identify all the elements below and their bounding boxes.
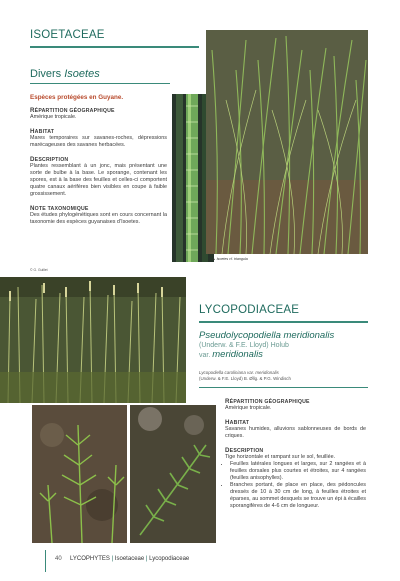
section-text: Tige horizontale et rampant sur le sol, feuillée.	[225, 454, 336, 460]
section-text: Plantes ressemblant à un jonc, mais présentant une sorte de bulbe à la base. Le sporange, contenant les spores, est à la base des feuilles et celles-ci comportent quatre canaux aérifères bien visibles en coupe à faible grossissement.	[30, 163, 167, 197]
page-number: 40	[55, 556, 62, 562]
genus-prefix: Divers	[30, 68, 62, 80]
species-name: Pseudolycopodiella meridionalis	[199, 330, 335, 341]
genus-title	[30, 68, 100, 80]
lycopodiella-closeup-photo-right	[130, 405, 216, 543]
caption-triangle-icon: ▲	[212, 257, 216, 261]
synonym-rule	[199, 387, 368, 388]
section-description	[30, 156, 167, 198]
section-heading: RÉPARTITION GÉOGRAPHIQUE	[30, 107, 115, 114]
family-title-rule	[30, 46, 199, 48]
family-title-isoetaceae: ISOETACEAE	[30, 29, 105, 41]
page-footer	[55, 556, 189, 562]
footer-family-1: Isoetaceae	[114, 556, 145, 562]
section-heading: NOTE TAXONOMIQUE	[30, 205, 89, 212]
section-description	[225, 447, 366, 510]
family-title-rule-2	[199, 321, 368, 323]
section-heading: DESCRIPTION	[30, 156, 69, 163]
section-heading: HABITAT	[30, 128, 55, 135]
bullet-item: • Branches portant, de place en place, des pédoncules dressés de 10 à 30 cm de long, à feuilles étroites et éparses, au sommet desquels se trouve un épi à écailles sporangifères de 4-6 cm de longueur.	[230, 482, 366, 510]
genus-rule	[30, 83, 170, 84]
var-label: var.	[199, 351, 211, 359]
isoetes-photo-caption: ▲ Isoetes cf. triangula	[212, 257, 248, 261]
section-text: Savanes humides, alluvions sablonneuses de bords de criques.	[225, 426, 366, 439]
section-heading: RÉPARTITION GÉOGRAPHIQUE	[225, 398, 310, 405]
authors-text: (Underw. & F.E. Lloyd) Holub	[199, 342, 289, 349]
lycopodiella-closeup-photo-left	[32, 405, 127, 543]
photo-credit: © G. Guillet	[30, 268, 48, 272]
species-authors	[199, 342, 371, 360]
var-name: meridionalis	[212, 348, 263, 360]
footer-separator: |	[145, 556, 148, 562]
description-bullets	[225, 461, 366, 510]
footer-divider	[45, 550, 46, 572]
section-text: Amérique tropicale.	[225, 405, 272, 411]
footer-family-2: Lycopodiaceae	[149, 556, 190, 562]
genus-name: Isoetes	[64, 68, 100, 80]
family-title-lycopodiaceae: LYCOPODIACEAE	[199, 304, 300, 316]
footer-separator: |	[111, 556, 114, 562]
section-text: Amérique tropicale.	[30, 114, 77, 120]
lycopodiella-text-column	[225, 398, 366, 510]
section-habitat	[225, 419, 366, 440]
species-synonym	[199, 370, 371, 381]
synonym-authors: (Underw. & F.E. Lloyd) B. Øllg. & P.G. Windisch	[199, 375, 291, 381]
section-taxonomy-note	[30, 205, 167, 226]
section-heading: HABITAT	[225, 419, 250, 426]
section-repartition	[30, 107, 167, 121]
section-text: Des études phylogénétiques sont en cours concernant la taxonomie des espèces guyanaises d’Isoetes.	[30, 212, 167, 225]
section-repartition	[225, 398, 366, 412]
protected-notice: Espèces protégées en Guyane.	[30, 94, 124, 101]
footer-group: LYCOPHYTES	[70, 556, 110, 562]
isoetes-habitat-photo	[206, 30, 368, 254]
lycopodiella-habitat-photo	[0, 277, 186, 403]
section-habitat	[30, 128, 167, 149]
section-text: Mares temporaires sur savanes-roches, dépressions marécageuses des savanes herbacées.	[30, 135, 167, 148]
isoetes-text-column	[30, 107, 167, 226]
synonym-name: Lycopodiella caroliniana var. meridionalis	[199, 370, 279, 375]
bullet-item: • Feuilles latérales longues et larges, sur 2 rangées et à feuilles dorsales plus courtes et étroites, sur 4 rangées (feuilles anisophylles).	[230, 461, 366, 482]
section-heading: DESCRIPTION	[225, 447, 264, 454]
